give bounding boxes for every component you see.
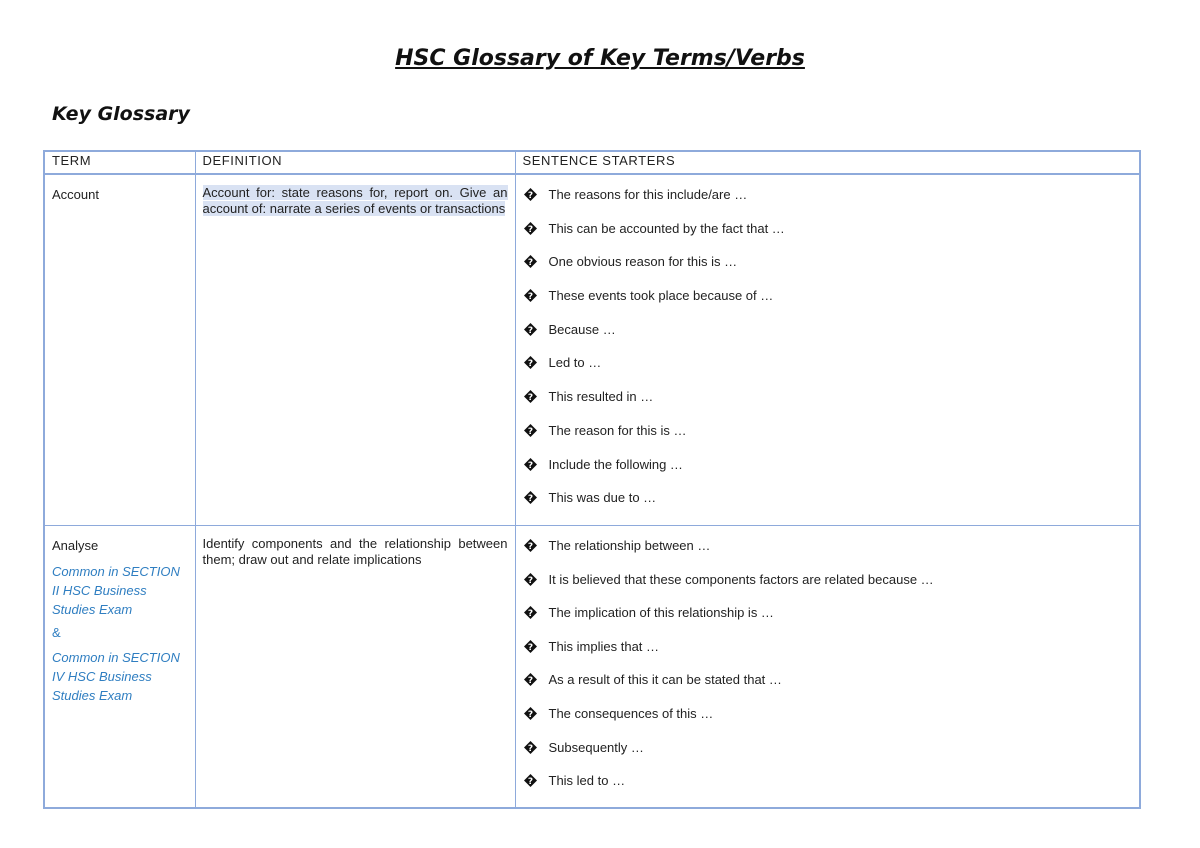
replacement-character-icon: [524, 222, 537, 235]
replacement-character-icon: [524, 774, 537, 787]
section-heading: Key Glossary: [52, 103, 190, 125]
replacement-character-icon: [524, 491, 537, 504]
table-row-account: [44, 174, 1140, 526]
svg-text:?: ?: [527, 292, 533, 303]
svg-text:?: ?: [527, 642, 533, 653]
replacement-character-icon: [524, 289, 537, 302]
header-sentence-starters: SENTENCE STARTERS: [515, 151, 1140, 174]
svg-text:?: ?: [527, 224, 533, 235]
starter-item: ? The implication of this relationship is …: [524, 605, 1132, 639]
term-cell: [44, 174, 195, 526]
svg-text:?: ?: [527, 709, 533, 720]
svg-text:?: ?: [527, 426, 533, 437]
replacement-character-icon: [524, 573, 537, 586]
table-row-analyse: [44, 526, 1140, 808]
replacement-character-icon: [524, 606, 537, 619]
header-definition: DEFINITION: [195, 151, 515, 174]
starter-item: ? As a result of this it can be stated that …: [524, 672, 1132, 706]
replacement-character-icon: [524, 356, 537, 369]
starter-item: ? These events took place because of …: [524, 288, 1132, 322]
header-term: TERM: [44, 151, 195, 174]
term-label: Account: [52, 187, 99, 202]
svg-text:?: ?: [527, 743, 533, 754]
svg-text:?: ?: [527, 325, 533, 336]
svg-text:?: ?: [527, 777, 533, 788]
starter-item: ? The consequences of this …: [524, 706, 1132, 740]
replacement-character-icon: [524, 741, 537, 754]
starter-item: ? The relationship between …: [524, 538, 1132, 572]
starter-item: ? Because …: [524, 322, 1132, 356]
starters-cell: [515, 526, 1140, 808]
starter-item: ? The reason for this is …: [524, 423, 1132, 457]
replacement-character-icon: [524, 188, 537, 201]
starter-item: ? Include the following …: [524, 457, 1132, 491]
replacement-character-icon: [524, 255, 537, 268]
svg-text:?: ?: [527, 575, 533, 586]
svg-text:?: ?: [527, 542, 533, 552]
replacement-character-icon: [524, 673, 537, 686]
replacement-character-icon: [524, 390, 537, 403]
term-cell: [44, 526, 195, 808]
replacement-character-icon: [524, 323, 537, 336]
definition-text: Account for: state reasons for, report on. Give an account of: narrate a series of events or transactions: [202, 185, 508, 216]
starter-item: ? This implies that …: [524, 639, 1132, 673]
document-title: HSC Glossary of Key Terms/Verbs: [395, 46, 805, 71]
svg-text:?: ?: [527, 609, 533, 620]
term-note-ampersand: &: [52, 625, 61, 640]
svg-text:?: ?: [527, 258, 533, 269]
svg-text:?: ?: [527, 460, 533, 471]
starter-item: ? One obvious reason for this is …: [524, 254, 1132, 288]
starter-item: ? Subsequently …: [524, 740, 1132, 774]
term-note: Common in SECTION II HSC Business Studies Exam: [52, 564, 180, 617]
replacement-character-icon: [524, 458, 537, 471]
replacement-character-icon: [524, 424, 537, 437]
svg-text:?: ?: [527, 676, 533, 687]
replacement-character-icon: [524, 539, 537, 552]
definition-cell: [195, 526, 515, 808]
table-header-row: [44, 151, 1140, 174]
definition-cell: [195, 174, 515, 526]
term-note: Common in SECTION IV HSC Business Studies Exam: [52, 650, 180, 703]
replacement-character-icon: [524, 640, 537, 653]
term-label: Analyse: [52, 538, 99, 553]
starter-item: ? The reasons for this include/are …: [524, 187, 1132, 221]
starters-cell: [515, 174, 1140, 526]
svg-text:?: ?: [527, 191, 533, 201]
svg-text:?: ?: [527, 393, 533, 404]
starter-item: ? Led to …: [524, 355, 1132, 389]
definition-text: Identify components and the relationship between them; draw out and relate implications: [202, 536, 508, 567]
svg-text:?: ?: [527, 494, 533, 505]
starter-item: ? This was due to …: [524, 490, 1132, 524]
replacement-character-icon: [524, 707, 537, 720]
starter-item: ? It is believed that these components factors are related because …: [524, 572, 1132, 606]
starter-item: ? This resulted in …: [524, 389, 1132, 423]
svg-text:?: ?: [527, 359, 533, 370]
glossary-table: [43, 150, 1141, 809]
starters-list: [524, 538, 1132, 807]
starter-item: ? This can be accounted by the fact that …: [524, 221, 1132, 255]
starter-item: ? This led to …: [524, 773, 1132, 807]
starters-list: [524, 187, 1132, 524]
